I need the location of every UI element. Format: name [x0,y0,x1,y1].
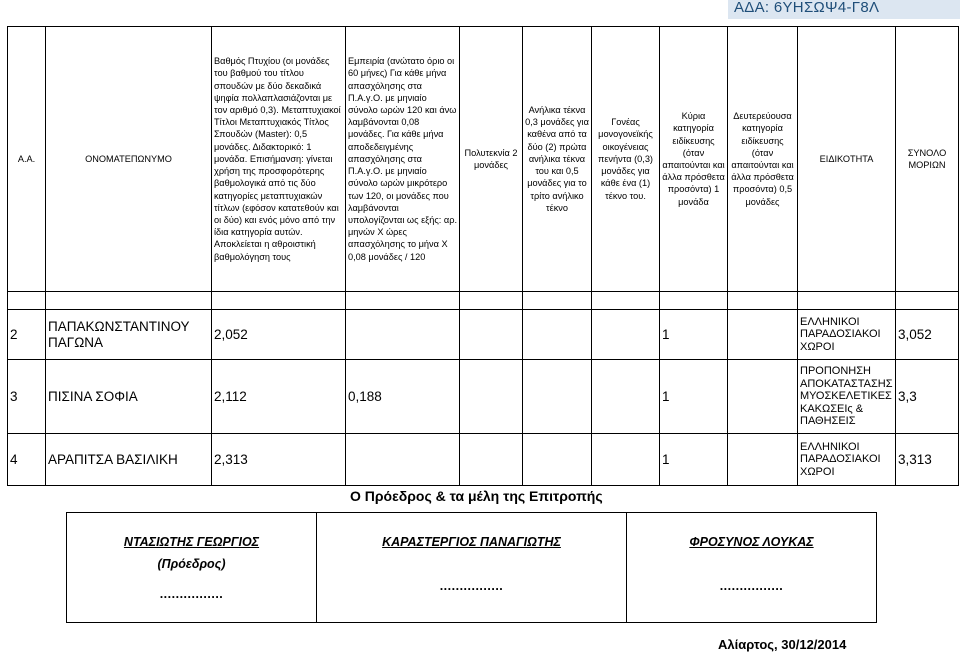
ada-code: ΑΔΑ: 6ΥΗΣΩΨ4-Γ8Λ [728,0,960,19]
cell-name: ΠΑΠΑΚΩΝΣΤΑΝΤΙΝΟΥ ΠΑΓΩΝΑ [46,310,212,360]
cell-secondary-category [728,360,798,434]
signature-member-1 [317,513,627,623]
cell-primary-category: 1 [660,310,728,360]
header-minor-children: Ανήλικα τέκνα 0,3 μονάδες για καθένα από τα δύο (2) πρώτα ανήλικα τέκνα του και 0,5 μονάδες για το τρίτο ανήλικο τέκνο [523,27,592,292]
header-experience: Εμπειρία (ανώτατο όριο οι 60 μήνες) Για κάθε μήνα απασχόλησης στα Π.Α.γ.Ο. με μηνιαίο σύνολο ωρών 120 και άνω λαμβάνονται 0,08 μονάδες. Για κάθε μήνα αποδεδειγμένης απασχόλησης στα Π.Α.γ.Ο. με μηνιαίο σύνολο ωρών μικρότερο των 120, οι μονάδες που λαμβάνονται υπολογίζονται ως εξής: αρ. μηνών Χ ώρες απασχόλησης το μήνα Χ 0,08 μονάδες / 120 [346,27,460,292]
header-large-family: Πολυτεκνία 2 μονάδες [460,27,523,292]
header-aa: Α.Α. [8,27,46,292]
signature-line: ................ [719,579,784,593]
cell-single-parent [592,434,660,486]
cell-large-family [460,360,523,434]
cell-degree: 2,112 [212,360,346,434]
cell-primary-category: 1 [660,360,728,434]
header-name: ΟΝΟΜΑΤΕΠΩΝΥΜΟ [46,27,212,292]
cell-degree: 2,052 [212,310,346,360]
cell-experience [346,310,460,360]
cell-secondary-category [728,310,798,360]
signature-table [66,512,877,623]
cell-specialty: ΠΡΟΠΟΝΗΣΗ ΑΠΟΚΑΤΑΣΤΑΣΗΣ ΜΥΟΣΚΕΛΕΤΙΚΕΣ ΚΑΚΩΣΕΙς & ΠΑΘΗΣΕΙΣ [798,360,896,434]
cell-specialty: ΕΛΛΗΝΙΚΟΙ ΠΑΡΑΔΟΣΙΑΚΟΙ ΧΩΡΟΙ [798,434,896,486]
table-row [8,360,959,434]
cell-total: 3,052 [896,310,959,360]
signature-president [67,513,317,623]
cell-single-parent [592,360,660,434]
signature-member-2 [627,513,877,623]
document-date: Αλίαρτος, 30/12/2014 [718,637,847,652]
cell-large-family [460,310,523,360]
cell-name: ΑΡΑΠΙΤΣΑ ΒΑΣΙΛΙΚΗ [46,434,212,486]
table-row [8,310,959,360]
signature-name: ΝΤΑΣΙΩΤΗΣ ΓΕΩΡΓΙΟΣ [123,535,260,549]
cell-total: 3,313 [896,434,959,486]
cell-specialty: ΕΛΛΗΝΙΚΟΙ ΠΑΡΑΔΟΣΙΑΚΟΙ ΧΩΡΟΙ [798,310,896,360]
signature-line: ................ [439,579,504,593]
signature-name: ΚΑΡΑΣΤΕΡΓΙΟΣ ΠΑΝΑΓΙΩΤΗΣ [382,535,561,549]
cell-large-family [460,434,523,486]
cell-single-parent [592,310,660,360]
cell-aa: 3 [8,360,46,434]
spacer-row [8,292,959,310]
cell-minor-children [523,310,592,360]
header-specialty: ΕΙΔΙΚΟΤΗΤΑ [798,27,896,292]
cell-experience: 0,188 [346,360,460,434]
signature-line: ................ [159,587,224,601]
header-single-parent: Γονέας μονογονεϊκής οικογένειας πενήντα (0,3) μονάδες για κάθε ένα (1) τέκνο του. [592,27,660,292]
cell-minor-children [523,360,592,434]
cell-degree: 2,313 [212,434,346,486]
table-row [8,434,959,486]
header-degree: Βαθμός Πτυχίου (οι μονάδες του βαθμού του τίτλου σπουδών με δύο δεκαδικά ψηφία πολλαπλασιάζονται με τον αριθμό 0,3). Μεταπτυχιακοί Τίτλοι Μεταπτυχιακός Τίτλος Σπουδών (Master): 0,5 μονάδες. Διδακτορικό: 1 μονάδα. Επισήμανση: γίνεται χρήση της προσφορότερης βαθμολογικά από τις δύο κατηγορίες μεταπτυχιακών τίτλων (εφόσον κατατεθούν και οι δύο) και ενός μόνο από την ίδια κατηγορία αυτών. Αποκλείεται η αθροιστική βαθμολόγηση τους [212,27,346,292]
cell-primary-category: 1 [660,434,728,486]
header-row [8,27,959,292]
cell-total: 3,3 [896,360,959,434]
cell-aa: 4 [8,434,46,486]
cell-minor-children [523,434,592,486]
header-total: ΣΥΝΟΛΟ ΜΟΡΙΩΝ [896,27,959,292]
header-secondary-category: Δευτερεύουσα κατηγορία ειδίκευσης (όταν απαιτούνται και άλλα πρόσθετα προσόντα) 0,5 μονάδες [728,27,798,292]
cell-aa: 2 [8,310,46,360]
cell-experience [346,434,460,486]
header-primary-category: Κύρια κατηγορία ειδίκευσης (όταν απαιτούνται και άλλα πρόσθετα προσόντα) 1 μονάδα [660,27,728,292]
signature-role: (Πρόεδρος) [157,557,226,571]
cell-name: ΠΙΣΙΝΑ ΣΟΦΙΑ [46,360,212,434]
results-table [7,26,959,486]
committee-title: Ο Πρόεδρος & τα μέλη της Επιτροπής [350,488,603,504]
signature-name: ΦΡΟΣΥΝΟΣ ΛΟΥΚΑΣ [689,535,814,549]
cell-secondary-category [728,434,798,486]
